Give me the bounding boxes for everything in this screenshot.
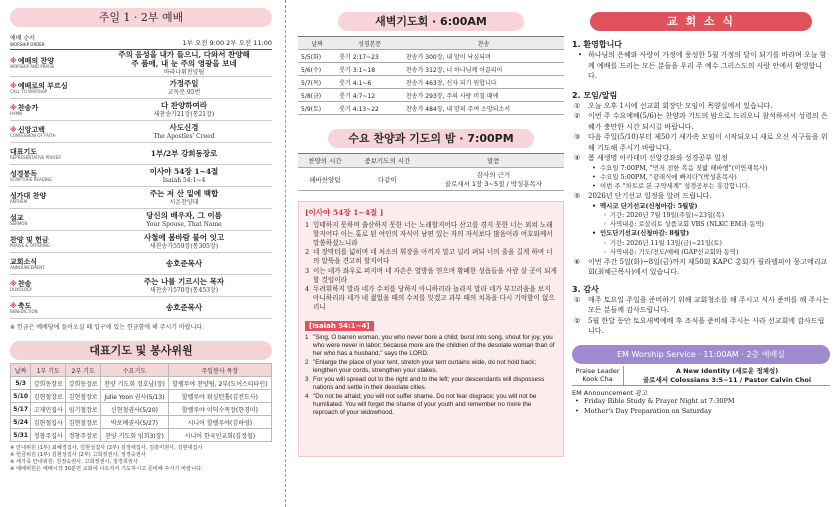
order-item-label [10,278,96,294]
table-row [11,377,272,390]
order-item-content [96,149,272,158]
star-icon: ※ [10,103,17,112]
verse-number: 2 [305,358,309,366]
em-announcement-item: • Friday Bible Study & Prayer Night at 7:30PM [572,397,830,406]
order-item-title: 주는 저 산 밑에 백합 [149,189,219,199]
table-cell: 김현철장로 [66,390,101,403]
table-cell: 5/24 [11,416,31,429]
order-item-note: 새찬송가559장(통305장) [149,242,219,250]
column-header: 말씀 [423,154,564,168]
order-item-label [10,124,96,140]
mission-heading: • 인도단기선교(신청마감: 8월말) [572,229,830,238]
column-header: 주일봉사 목장 [168,364,271,377]
order-item-name: 축도 [17,301,32,310]
em-sermon: A New Identity (새로운 정체성) 골로새서 Colossians 3:5~11 / Pastor Calvin Choi [642,366,812,384]
order-item-name: 예배로의 부르심 [17,81,68,90]
order-item-label [10,80,96,96]
order-item-note: 새찬송가21장(통21장) [153,110,215,118]
table-cell: 정창주집사 [31,429,66,442]
table-cell: 룻기 2:17~23 [336,50,403,63]
order-item-note: 시온찬양대 [169,198,199,206]
table-cell: 5/31 [11,429,31,442]
news-title: 교 회 소 식 [590,12,812,31]
notice-number: ① [574,101,581,110]
notice-item [572,153,830,164]
verse-ko [305,221,557,247]
column-header: 날짜 [298,37,336,50]
notice-item [572,101,830,112]
table-cell: 룻기 4:1~6 [336,76,403,89]
order-item-content [96,277,272,294]
order-item-label [10,256,96,272]
notice-number: ② [574,112,581,120]
verse-en [305,376,557,392]
order-item-content [96,101,272,118]
notice-item [572,111,830,132]
thanks-heading: 3. 감사 [572,284,599,294]
notice-number: ③ [574,133,581,141]
table-cell: 5/6(수) [298,63,336,76]
order-label-ko: 예배 순서 [10,35,36,42]
academy-item: • 이번 주 "차트로 본 구약세계" 성경공부는 휴강합니다. [572,182,830,191]
em-title: EM Worship Service · 11:00AM · 2층 예배실 [572,345,830,364]
prayer-column [298,0,564,507]
table-cell: 찬송가 463장, 신자 되기 원합니다 [403,76,564,89]
order-item-note: 새찬송가570장(통453장) [149,286,219,294]
em-announcement-item: • Mother's Day Preparation on Saturday [572,407,830,416]
table-cell: 5/8(금) [298,89,336,102]
order-item-content [96,259,272,268]
worship-order-row [10,143,272,165]
wednesday-title: 수요 찬양과 기도의 밤 · 7:00PM [328,129,534,148]
order-item-name: 예배의 찬양 [17,57,55,66]
table-cell: 임기철장로 [66,403,101,416]
order-item-note: 바라나워찬양팀 [163,68,205,76]
welcome-heading: 1. 환영합니다 [572,40,623,49]
order-item-name: 신앙고백 [17,125,45,134]
order-item-name: 교회소식 [10,257,38,266]
dawn-prayer-table [298,36,564,115]
table-cell: 할렐루야 워싱턴홀(김전도사) [168,390,271,403]
table-cell: 다같이 [352,168,423,191]
verse-text: "Sing, O barren woman, you who never bore a child; burst into song, shout for joy, you who were never in labor; because more are the children of the desolate woman than of her who has a husband," says the LORD. [313,333,555,357]
volunteer-note: ※ 헌금위원 (1부) 김현성집사 (2부) 고희정권사, 정경숙권사 [10,452,146,459]
order-item-label [10,190,96,206]
order-item-sub: HYMN [10,110,22,116]
order-item-title: 사철에 봄바람 불어 잇고 [143,233,225,243]
table-cell: 5/17 [11,403,31,416]
order-item-title: 가정주일 [169,79,199,89]
order-item-title: 이사야 54장 1~4절 [149,167,219,177]
prayer-table [10,363,272,442]
notice-item [572,132,830,153]
star-icon: ※ [10,57,17,66]
order-item-title: 송호준목사 [165,303,203,313]
table-cell: 룻기 4:13~22 [336,102,403,115]
table-cell: 시니어 한국인교회(김정철) [168,429,271,442]
order-item-note: Isaiah 54:1~4 [162,176,206,184]
order-item-title: 다 찬양하여라 [160,101,208,111]
order-item-content [96,167,272,184]
verse-number: 4 [305,285,310,294]
order-item-content [96,123,272,140]
column-header: 1부 기도 [31,364,66,377]
table-cell: 감사의 근거 골로새서 1장 3~5절 / 박성훈목사 [423,168,564,191]
notice-text: 이번 주 수요예배(5/6)는 찬양과 기도의 밤으로 드리오니 참석하셔서 성령의 은혜가 충만한 시간 되시길 바랍니다. [588,112,828,131]
table-cell: 김현철장로 [31,390,66,403]
table-cell: 찬송가 293장, 주의 사랑 비칠 때에 [403,89,564,102]
table-row [298,76,564,89]
worship-order-row [10,209,272,231]
scripture-box [298,201,564,457]
notice-number: ⑤ [574,192,581,201]
verse-en [305,359,557,375]
table-row [298,102,564,115]
table-cell: 신현철권사(5/20) [101,403,169,416]
worship-order-row [10,231,272,253]
column-header: 중보기도의 시간 [352,154,423,168]
order-item-sub: SCRIPTURE READING [10,176,53,182]
em-praise-leader: Praise Leader Kook Cha [572,366,624,386]
verse-ko [305,267,557,285]
order-item-label [10,212,96,228]
verse-number: 3 [305,266,310,275]
mission-detail: ◦ 기간: 2026년 11월 13일(금)~21일(토) [572,239,830,248]
order-item-label [10,168,96,184]
offering-note: ※ 헌금은 예배당에 들어오실 때 입구에 있는 헌금함에 해 주시기 바랍니다. [10,324,205,332]
verse-ko [305,248,557,266]
worship-order-row [10,77,272,99]
table-cell: 룻기 3:1~18 [336,63,403,76]
service-times: 1부 오전 9:00 2부 오전 11:00 [182,39,272,47]
table-cell: 할렐루야 이덕수목장(한경미) [168,403,271,416]
table-row [11,429,272,442]
star-icon: ※ [10,81,17,90]
table-cell: 찬송가 484장, 내 맘의 주여 소망되소서 [403,102,564,115]
welcome-text: • 하나님의 은혜와 사랑이 가정에 풍성한 5월 가정의 달이 되기를 바라며 오늘 함께 예배를 드리는 모든 분들을 우리 주 예수 그리스도의 사랑 안에서 환영합니다. [572,50,830,82]
order-item-sub: ANNOUNCEMENT [10,264,45,270]
order-item-title: 주의 음성을 내가 들으니, 다와서 찬양해 주 품에, 내 눈 주의 영광을 보네 [118,50,250,69]
table-row [298,63,564,76]
notice-item [572,316,830,337]
notice-number: ① [574,295,581,304]
table-cell: 5/7(목) [298,76,336,89]
verse-ko [305,285,557,311]
worship-order-row [10,165,272,187]
worship-order-row [10,99,272,121]
worship-order-row [10,187,272,209]
table-cell: 김현철장로 [66,416,101,429]
notice-number: ② [574,316,581,325]
verse-en [305,334,557,358]
em-section [572,345,830,416]
volunteer-note: ※ 예배위원은 예배시작 30분전 교회에 나오셔서 기도하시고 준비해 주시기 바랍니다. [10,466,203,473]
table-cell: 찬양 기도회 정호남(장) [101,377,169,390]
table-cell: 5/5(화) [298,50,336,63]
table-cell: Julie Yoon 권사(5/13) [101,390,169,403]
verse-text: "Enlarge the place of your tent, stretch your tent curtains wide, do not hold back; lengthen your cords, strengthen your stakes. [313,358,537,374]
verse-number: 1 [305,333,309,341]
order-item-content [96,211,272,228]
table-cell: 박포베권사(5/27) [101,416,169,429]
column-header: 성경본문 [336,37,403,50]
star-icon: ※ [10,279,17,288]
academy-item: • 수요일 5:00PM, "광래식에 빠지다"(박성훈목사) [572,173,830,182]
order-item-title: 송호준목사 [165,259,203,269]
news-column [572,0,830,507]
worship-order-row [10,275,272,297]
prayer-table-header [11,364,272,377]
column-header: 수요기도 [101,364,169,377]
notice-text: 5월 한달 동안 토요새벽예배 후 조식을 준비해 주시는 사라 선교회에 감사드립니다. [588,316,825,336]
order-item-content [96,50,272,76]
worship-column [10,0,272,507]
order-item-title: 당신의 배우자, 그 이름 [146,211,222,221]
notice-item [572,295,830,316]
star-icon: ※ [10,125,17,134]
notice-item [572,191,830,202]
table-cell: 강희동장로 [31,377,66,390]
order-item-content [96,303,272,312]
worship-order-row [10,253,272,275]
column-header: 날짜 [11,364,31,377]
em-announcement-title: EM Announcement 광고 [572,389,648,398]
order-item-sub: ANTHEM [10,198,28,204]
order-item-note: Your Spouse, That Name [146,220,222,228]
order-item-label [10,300,96,316]
table-row [298,89,564,102]
order-item-note: The Apostles' Creed [153,132,215,140]
order-item-sub: SERMON [10,220,28,226]
worship-order-row [10,121,272,143]
table-row [298,168,564,191]
table-cell: 고재민집사 [31,403,66,416]
notice-number: ④ [574,154,581,162]
mission-detail: ◦ 기간: 2026년 7월 19일(주일)~23일(목) [572,211,830,220]
order-item-name: 성경봉독 [10,169,38,178]
verse-en [305,393,557,417]
wednesday-table [298,153,564,191]
verse-number: 2 [305,248,310,257]
table-row [11,390,272,403]
order-item-name: 찬양 및 헌금 [10,235,49,244]
table-cell: 5/10 [11,390,31,403]
worship-order-list [10,49,272,319]
notice-item [572,257,830,278]
scripture-ko-title: [이사야 54장 1~4절 ] [305,208,384,217]
table-cell: 5/3 [11,377,31,390]
order-item-sub: CALL TO WORSHIP [10,88,48,94]
notice-text: 2026년 단기선교 일정을 알려 드립니다. [588,192,712,201]
verse-number: 1 [305,221,310,229]
order-item-content [96,233,272,250]
order-item-title: 사도신경 [169,123,199,133]
table-cell: 찬양 기도회 임희3(장) [101,429,169,442]
order-item-name: 설교 [10,213,24,222]
verse-text: For you will spread out to the right and to the left; your descendants will dispossess nations and settle in their desolate cities. [313,375,545,391]
order-item-content [96,79,272,96]
worship-order-header [10,33,272,47]
order-item-name: 찬송가 [17,103,39,112]
verse-text: 네 장막터를 넓히며 네 처소의 휘장을 아끼지 말고 널리 펴되 너의 줄을 길게 하며 너의 말뚝을 견고히 할지어다 [313,248,553,266]
order-item-label [10,234,96,250]
table-cell: 룻기 4:7~12 [336,89,403,102]
order-item-label [10,146,96,162]
dawn-prayer-title: 새벽기도회 · 6:00AM [338,12,524,31]
table-row [298,50,564,63]
volunteer-note: ※ 안내위원 (1부) 최혜경집사, 김현성집사 (2부) 김정애집사, 김흥미권사, 김현대집사 [10,445,203,452]
order-item-note: 교독문 95번 [167,88,201,96]
order-item-name: 성가대 찬양 [10,191,47,200]
notice-text: 오늘 오후 1시에 선교회 회장단 모임이 목양실에서 있습니다. [588,101,773,110]
table-row [11,416,272,429]
scripture-en-title: [Isaiah 54:1~4] [305,321,374,331]
prayer-table-title: 대표기도 및 봉사위원 [10,341,272,360]
worship-order-row [10,50,272,77]
mission-detail: ◦ 사역내용: 로살리토 상품교회 VBS (NLKC EM과 동역) [572,220,830,229]
notice-text: 다음 주일(5/10)부터 제50기 새가족 모임이 시작되오니 새로 오신 식구들을 위해 기도해 주시기 바랍니다. [588,133,828,152]
order-item-title: 1부/2부 강희동장로 [150,149,218,159]
order-item-label [10,102,96,118]
verse-text: "Do not be afraid; you will not suffer shame. Do not fear disgrace; you will not be humiliated. You will forget the shame of your youth and remember no more the reproach of your widowhood. [313,392,537,416]
column-header: 찬양의 시간 [298,154,352,168]
order-item-sub: DOXOLOGY [10,286,33,292]
notice-text: 이번 주간 5일(화)~8일(금)까지 제50회 KAPC 총회가 필라델피아 뭉고메리교회(최혜근목사)에서 있습니다. [588,257,828,277]
table-cell: 할렐루야 찬양팀, 2부(도어스티타인) [168,377,271,390]
table-cell: 찬송가 312장, 너 하나님께 이끌리어 [403,63,564,76]
em-announcements [572,388,830,416]
order-item-sub: REPRESENTATIVE PRAYER [10,154,62,160]
verse-text: 두려워하지 말라 네가 수치를 당하지 아니하리라 놀라지 말라 네가 부끄러움을 보지 아니하리라 네가 네 젊었을 때의 수치를 잊겠고 과부 때의 치욕을 다시 기억함이 없으리니 [313,285,555,311]
order-item-content [96,189,272,206]
verse-number: 4 [305,392,309,400]
order-item-sub: WORSHIP AND PRAISE [10,64,55,70]
verse-text: 잉태하지 못하며 출산하지 못한 너는 노래할지어다 산고를 겪지 못한 너는 외쳐 노래할지어다 이는 홀로 된 여인의 자식이 남편 있는 자의 자식보다 많음이라 여호와께서 말씀하셨느니라 [313,221,553,247]
star-icon: ※ [10,301,17,310]
order-item-sub: CONFESSION OF FAITH [10,132,56,138]
academy-item: • 수요일 7:00PM, "먼저 전한 복음 짓밟 해바행"(이만재목사) [572,164,830,173]
table-cell: 김현철집사 [31,416,66,429]
column-header: 2부 기도 [66,364,101,377]
table-cell: 강희동장로 [66,377,101,390]
mission-heading: • 멕시코 단기선교(신청마감: 5월말) [572,202,830,211]
mission-detail: ◦ 사역내용: 기도/전도/예배 (GAP선교회와 동역) [572,248,830,257]
worship-order-row [10,297,272,319]
order-label-en: WORSHIP ORDER [10,42,45,47]
table-row [11,403,272,416]
table-cell: 시니어 할렐루야(김하영) [168,416,271,429]
verse-number: 3 [305,375,309,383]
table-cell: 해바찬양팀 [298,168,352,191]
notice-text: 봄 새생명 아카데미 신앙강좌와 성경공부 일정 [588,154,728,162]
worship-title: 주일 1 · 2부 예배 [10,8,272,27]
order-item-sub: BENEDICTION [10,308,38,314]
table-cell: 5/9(토) [298,102,336,115]
verse-text: 이는 네가 좌우로 퍼지며 네 자손은 열방을 얻으며 황폐한 성읍들을 사람 살 곳이 되게 할 것임이라 [313,266,557,284]
order-item-name: 대표기도 [10,147,38,156]
order-item-title: 주는 나를 기르시는 목자 [143,277,225,287]
order-item-sub: PRAISE & OFFERING [10,242,51,248]
em-service-row [572,366,830,387]
notice-text: 매주 토요일 주일을 준비하기 위해 교회청소를 해 주시고 식사 준비를 해 주시는 모든 분들께 감사드립니다. [588,295,829,315]
order-item-label [10,55,96,71]
notice-number: ⑥ [574,257,581,266]
column-header: 찬송 [403,37,564,50]
volunteer-notes [10,445,272,473]
volunteer-note: ※ 세가족 안내위원: 김정숙권사, 고희정권사, 정경희권사 [10,459,138,466]
order-item-name: 찬송 [17,279,32,288]
notices-heading: 2. 모임/알림 [572,90,618,100]
table-cell: 정창주장로 [66,429,101,442]
table-cell: 찬송가 300장, 내 맘이 낙심되며 [403,50,564,63]
